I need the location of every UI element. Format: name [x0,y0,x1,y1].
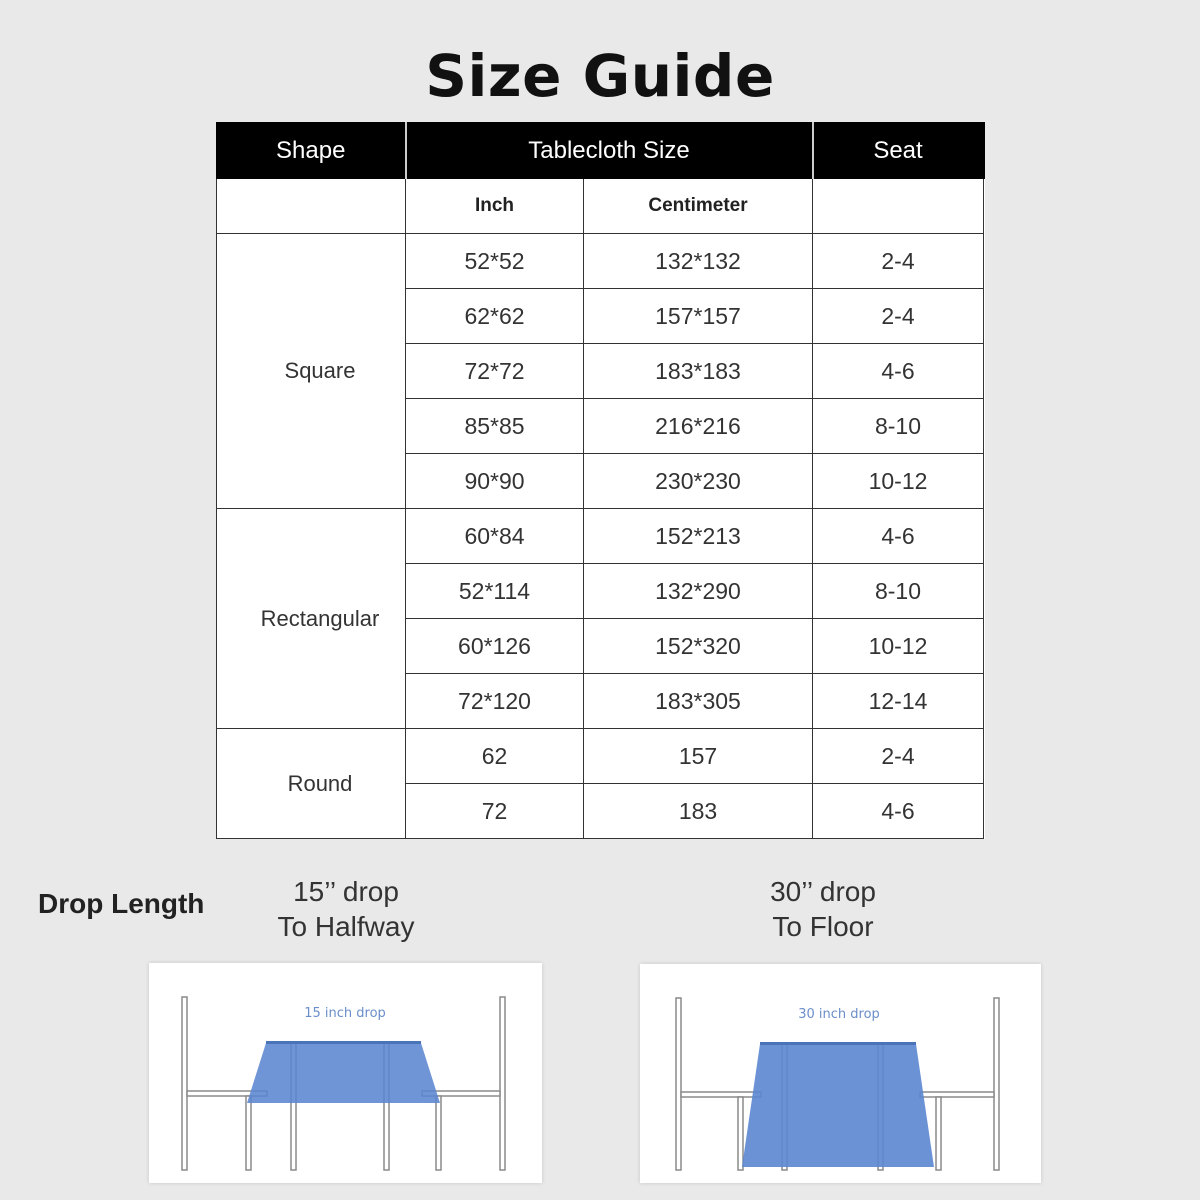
drop-30-illustration [640,964,1041,1183]
right-chair-leg [936,1097,941,1170]
inch-cell: 90*90 [406,454,584,509]
inch-cell: 72*72 [406,344,584,399]
seat-cell: 2-4 [813,289,984,344]
subheader-empty [217,179,406,234]
drop-option-30-title: 30’’ drop [770,876,876,907]
seat-cell: 4-6 [813,509,984,564]
inch-cell: 62*62 [406,289,584,344]
size-guide-table [216,122,985,839]
inch-cell: 72*120 [406,674,584,729]
drop-option-15-subtitle: To Halfway [277,911,415,942]
header-tablecloth-size: Tablecloth Size [406,123,813,179]
cm-cell: 132*132 [584,234,813,289]
cm-cell: 183 [584,784,813,839]
cm-cell: 152*213 [584,509,813,564]
seat-cell: 4-6 [813,784,984,839]
drop-option-30-subtitle: To Floor [772,911,874,942]
table-row [217,509,984,564]
table-top [760,1042,916,1045]
seat-cell: 8-10 [813,564,984,619]
inch-cell: 85*85 [406,399,584,454]
inch-cell: 60*84 [406,509,584,564]
right-chair-leg [436,1096,441,1170]
table-header-row [217,123,984,179]
subheader-empty [813,179,984,234]
seat-cell: 4-6 [813,344,984,399]
drop-30-diagram [640,964,1041,1183]
seat-cell: 12-14 [813,674,984,729]
right-chair-back [994,998,999,1170]
table-top [266,1041,421,1044]
seat-cell: 8-10 [813,399,984,454]
left-chair-seat [681,1092,761,1097]
subheader-centimeter: Centimeter [584,179,813,234]
left-chair-back [676,998,681,1170]
cm-cell: 132*290 [584,564,813,619]
right-chair-back [500,997,505,1170]
seat-cell: 10-12 [813,454,984,509]
cm-cell: 183*305 [584,674,813,729]
cm-cell: 183*183 [584,344,813,399]
cm-cell: 216*216 [584,399,813,454]
cm-cell: 230*230 [584,454,813,509]
subheader-inch: Inch [406,179,584,234]
table-row [217,729,984,784]
seat-cell: 10-12 [813,619,984,674]
drop-option-30-caption [673,874,973,944]
seat-cell: 2-4 [813,234,984,289]
shape-cell-round: Round [217,729,406,839]
tablecloth-15 [247,1043,440,1103]
shape-cell-rectangular: Rectangular [217,509,406,729]
inch-cell: 52*114 [406,564,584,619]
shape-cell-square: Square [217,234,406,509]
inch-cell: 60*126 [406,619,584,674]
drop-15-diagram [149,963,542,1183]
right-chair-seat [920,1092,994,1097]
drop-30-label: 30 inch drop [798,1007,880,1022]
left-chair-leg [738,1097,743,1170]
tablecloth-30 [742,1044,934,1167]
cm-cell: 157*157 [584,289,813,344]
header-shape: Shape [217,123,406,179]
header-seat: Seat [813,123,984,179]
left-chair-leg [246,1096,251,1170]
inch-cell: 52*52 [406,234,584,289]
page-title: Size Guide [425,42,775,110]
table-subheader-row [217,179,984,234]
table-row [217,234,984,289]
drop-option-15-caption [196,874,496,944]
drop-15-label: 15 inch drop [304,1006,386,1021]
drop-15-illustration [149,963,542,1183]
drop-length-heading: Drop Length [38,888,205,919]
seat-cell: 2-4 [813,729,984,784]
inch-cell: 72 [406,784,584,839]
left-chair-back [182,997,187,1170]
inch-cell: 62 [406,729,584,784]
drop-option-15-title: 15’’ drop [293,876,399,907]
cm-cell: 157 [584,729,813,784]
cm-cell: 152*320 [584,619,813,674]
